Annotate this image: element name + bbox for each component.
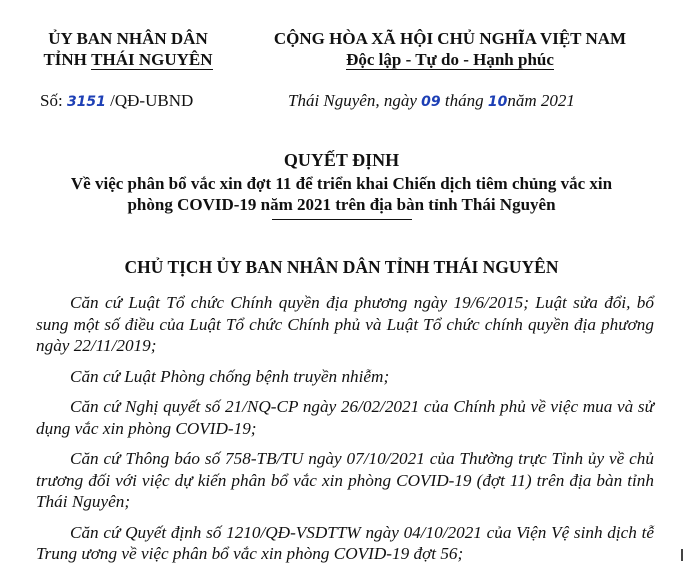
national-motto: Độc lập - Tự do - Hạnh phúc <box>346 50 554 69</box>
issuing-agency <box>28 28 228 70</box>
document-title <box>20 150 663 215</box>
title-divider <box>272 219 412 220</box>
legal-basis-paragraph: Căn cứ Quyết định số 1210/QĐ-VSDTTW ngày 04/10/2021 của Viện Vệ sinh dịch tễ Trung ương về việc phân bổ vắc xin phòng COVID-19 đợt 56; <box>36 522 654 563</box>
agency-line-2 <box>28 49 228 70</box>
document-number <box>40 90 193 113</box>
national-header <box>250 28 650 70</box>
date-month-label: tháng <box>440 91 488 110</box>
legal-bases <box>36 292 654 574</box>
national-title: CỘNG HÒA XÃ HỘI CHỦ NGHĨA VIỆT NAM <box>273 29 627 48</box>
date-month-handwritten: 10 <box>487 94 508 110</box>
issue-date <box>288 90 575 113</box>
title-subject-line-2: phòng COVID-19 năm 2021 trên địa bàn tỉnh Thái Nguyên <box>127 195 556 214</box>
date-place: Thái Nguyên, ngày <box>288 91 422 110</box>
legal-basis-paragraph: Căn cứ Luật Phòng chống bệnh truyền nhiễm; <box>70 366 390 386</box>
title-subject-line-1: Về việc phân bổ vắc xin đợt 11 để triển khai Chiến dịch tiêm chủng vắc xin <box>70 174 613 193</box>
title-main: QUYẾT ĐỊNH <box>283 150 400 170</box>
agency-line-1: ỦY BAN NHÂN DÂN <box>48 29 208 48</box>
issuing-authority: CHỦ TỊCH ỦY BAN NHÂN DÂN TỈNH THÁI NGUYÊN <box>124 257 559 277</box>
date-year: năm 2021 <box>507 91 575 110</box>
legal-basis-paragraph: Căn cứ Luật Tổ chức Chính quyền địa phương ngày 19/6/2015; Luật sửa đổi, bổ sung một số điều của Luật Tổ chức Chính phủ và Luật Tổ chức chính quyền địa phương ngày 22/11/2019; <box>36 293 654 355</box>
doc-number-suffix: /QĐ-UBND <box>105 91 194 110</box>
legal-basis-paragraph: Căn cứ Thông báo số 758-TB/TU ngày 07/10/2021 của Thường trực Tỉnh ủy về chủ trương đối với việc dự kiến phân bổ vắc xin phòng COVID-19 (đợt 11) trên địa bàn tỉnh Thái Nguyên; <box>36 449 654 511</box>
agency-province-underlined: THÁI NGUYÊN <box>91 50 213 69</box>
doc-number-prefix: Số: <box>40 91 67 110</box>
agency-line-2-prefix: TỈNH <box>43 50 92 69</box>
legal-basis-paragraph: Căn cứ Nghị quyết số 21/NQ-CP ngày 26/02/2021 của Chính phủ về việc mua và sử dụng vắc xin phòng COVID-19; <box>36 397 654 438</box>
doc-number-handwritten: 3151 <box>66 94 106 110</box>
date-day-handwritten: 09 <box>421 94 441 110</box>
